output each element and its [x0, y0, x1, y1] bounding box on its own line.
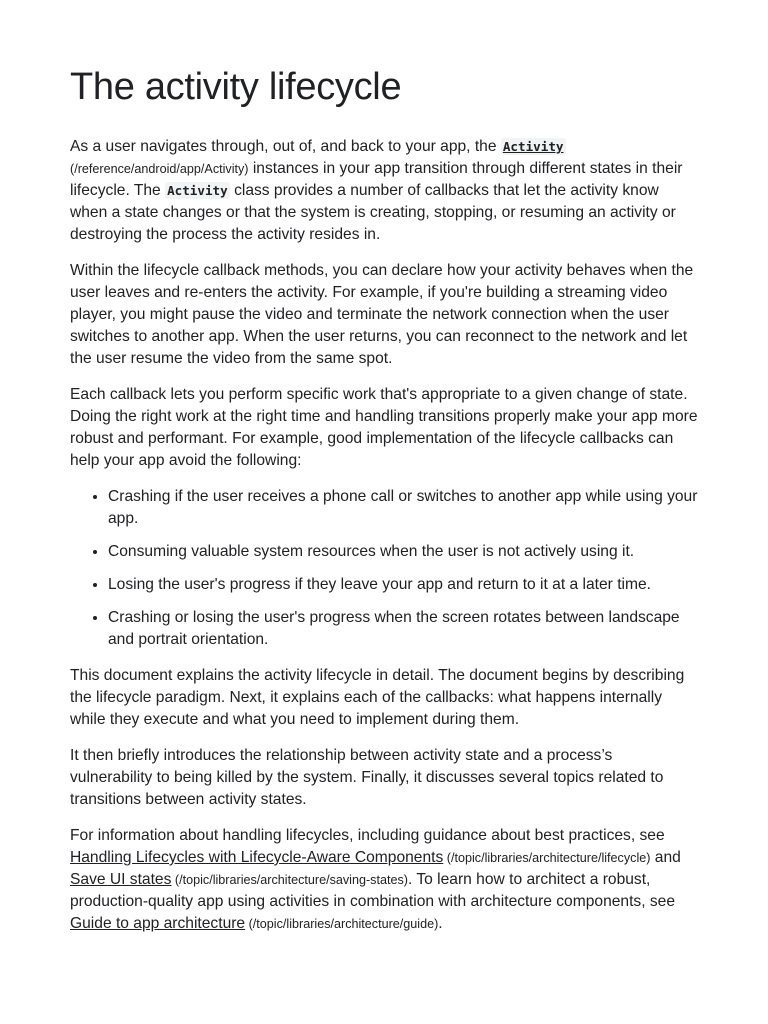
saving-states-reference-path: (/topic/libraries/architecture/saving-states) [171, 873, 408, 887]
list-item: • Consuming valuable system resources when the user is not actively using it. [108, 541, 698, 563]
list-item: • Losing the user's progress if they leave your app and return to it at a later time. [108, 574, 698, 596]
further-text-3: . To learn how to architect a robust, production-quality app using activities in combination with architecture components, see [70, 871, 676, 910]
lifecycle-reference-path: (/topic/libraries/architecture/lifecycle) [443, 851, 651, 865]
callback-work-paragraph: Each callback lets you perform specific work that's appropriate to a given change of state. Doing the right work at the right time and handling transitions properly make your app more robust and performant. For example, good implementation of the lifecycle callbacks can help your app avoid the following: [70, 386, 698, 469]
document-overview-paragraph: This document explains the activity lifecycle in detail. The document begins by describing the lifecycle paradigm. Next, it explains each of the callbacks: what happens internally while they execute and what you need to implement during them. [70, 667, 685, 728]
further-text-4: . [438, 915, 443, 932]
further-reading-paragraph [70, 825, 698, 935]
further-text-1: For information about handling lifecycles, including guidance about best practices, see [70, 827, 665, 844]
avoid-list [70, 486, 698, 651]
intro-text-3: class provides a number of callbacks that let the activity know when a state changes or that the system is creating, stopping, or resuming an activity or destroying the process the activity resides in. [70, 182, 676, 243]
activity-reference-path: (/reference/android/app/Activity) [70, 162, 249, 176]
lifecycle-aware-components-link[interactable]: Handling Lifecycles with Lifecycle-Aware Components [70, 849, 444, 866]
guide-reference-path: (/topic/libraries/architecture/guide) [245, 917, 439, 931]
page-title: The activity lifecycle [70, 66, 402, 108]
save-ui-states-link[interactable]: Save UI states [70, 871, 172, 888]
process-state-paragraph: It then briefly introduces the relationship between activity state and a process’s vulnerability to being killed by the system. Finally, it discusses several topics related to transitions between activity states. [70, 747, 664, 808]
intro-text-2: instances in your app transition through different states in their lifecycle. The [70, 160, 683, 199]
app-architecture-guide-link[interactable]: Guide to app architecture [70, 915, 246, 932]
intro-paragraph [70, 136, 698, 246]
intro-text-1: As a user navigates through, out of, and back to your app, the [70, 138, 501, 155]
callback-methods-paragraph: Within the lifecycle callback methods, you can declare how your activity behaves when the user leaves and re-enters the activity. For example, if you're building a streaming video player, you might pause the video and terminate the network connection when the user switches to another app. When the user returns, you can reconnect to the network and let the user resume the video from the same spot. [70, 262, 694, 367]
list-item: • Crashing if the user receives a phone call or switches to another app while using your app. [108, 486, 698, 530]
list-item: • Crashing or losing the user's progress when the screen rotates between landscape and portrait orientation. [108, 607, 698, 651]
further-text-2: and [650, 849, 681, 866]
activity-class-link[interactable]: Activity [502, 139, 564, 154]
activity-class-code: Activity [167, 183, 228, 198]
